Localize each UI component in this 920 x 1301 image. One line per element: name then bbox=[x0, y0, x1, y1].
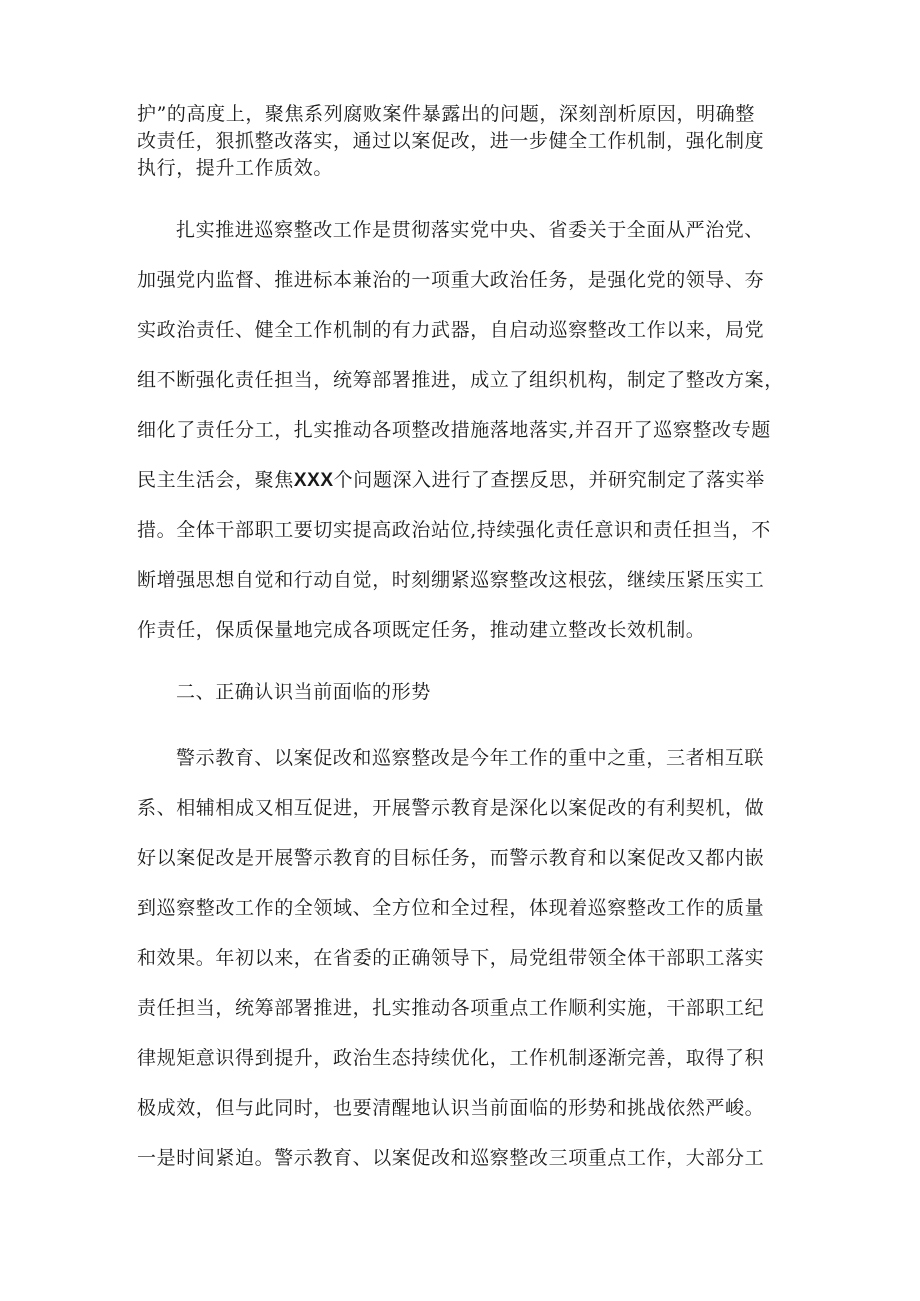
paragraph-line: 责任担当，统筹部署推进，扎实推动各项重点工作顺利实施，干部职工纪 bbox=[137, 997, 765, 1019]
paragraph-line: 作责任，保质保量地完成各项既定任务，推动建立整改长效机制。 bbox=[137, 619, 706, 641]
placeholder-xxx: XXX bbox=[293, 470, 334, 491]
paragraph-line-with-placeholder bbox=[137, 468, 797, 493]
paragraph-line: 改责任，狠抓整改落实，通过以案促改，进一步健全工作机制，强化制度 bbox=[137, 130, 765, 152]
paragraph-line: 律规矩意识得到提升，政治生态持续优化，工作机制逐渐完善，取得了积 bbox=[137, 1047, 765, 1069]
paragraph-line: 组不断强化责任担当，统筹部署推进，成立了组织机构，制定了整改方案， bbox=[137, 369, 784, 391]
section-heading: 二、正确认识当前面临的形势 bbox=[176, 681, 431, 703]
line-text-after: 个问题深入进行了查摆反思，并研究制定了落实举 bbox=[333, 469, 765, 491]
paragraph-line: 扎实推进巡察整改工作是贯彻落实党中央、省委关于全面从严治党、 bbox=[176, 219, 765, 241]
paragraph-line: 护”的高度上，聚焦系列腐败案件暴露出的问题，深刻剖析原因，明确整 bbox=[137, 103, 755, 125]
paragraph-line: 加强党内监督、推进标本兼治的一项重大政治任务，是强化党的领导、夯 bbox=[137, 269, 765, 291]
paragraph-line: 实政治责任、健全工作机制的有力武器，自启动巡察整改工作以来，局党 bbox=[137, 319, 765, 341]
paragraph-line: 警示教育、以案促改和巡察整改是今年工作的重中之重，三者相互联 bbox=[176, 747, 765, 769]
paragraph-line: 执行，提升工作质效。 bbox=[137, 157, 334, 179]
line-text-before: 民主生活会，聚焦 bbox=[137, 469, 294, 491]
paragraph-line: 极成效，但与此同时，也要清醒地认识当前面临的形势和挑战依然严峻。 bbox=[137, 1097, 765, 1119]
paragraph-line: 一是时间紧迫。警示教育、以案促改和巡察整改三项重点工作，大部分工 bbox=[137, 1147, 765, 1169]
paragraph-line: 断增强思想自觉和行动自觉，时刻绷紧巡察整改这根弦，继续压紧压实工 bbox=[137, 569, 765, 591]
paragraph-line: 到巡察整改工作的全领域、全方位和全过程，体现着巡察整改工作的质量 bbox=[137, 897, 765, 919]
paragraph-line: 细化了责任分工，扎实推动各项整改措施落地落实,并召开了巡察整改专题 bbox=[137, 419, 771, 441]
paragraph-line: 措。全体干部职工要切实提高政治站位,持续强化责任意识和责任担当，不 bbox=[137, 519, 771, 541]
paragraph-line: 系、相辅相成又相互促进，开展警示教育是深化以案促改的有利契机，做 bbox=[137, 797, 765, 819]
paragraph-line: 好以案促改是开展警示教育的目标任务，而警示教育和以案促改又都内嵌 bbox=[137, 847, 765, 869]
paragraph-line: 和效果。年初以来，在省委的正确领导下，局党组带领全体干部职工落实 bbox=[137, 947, 765, 969]
